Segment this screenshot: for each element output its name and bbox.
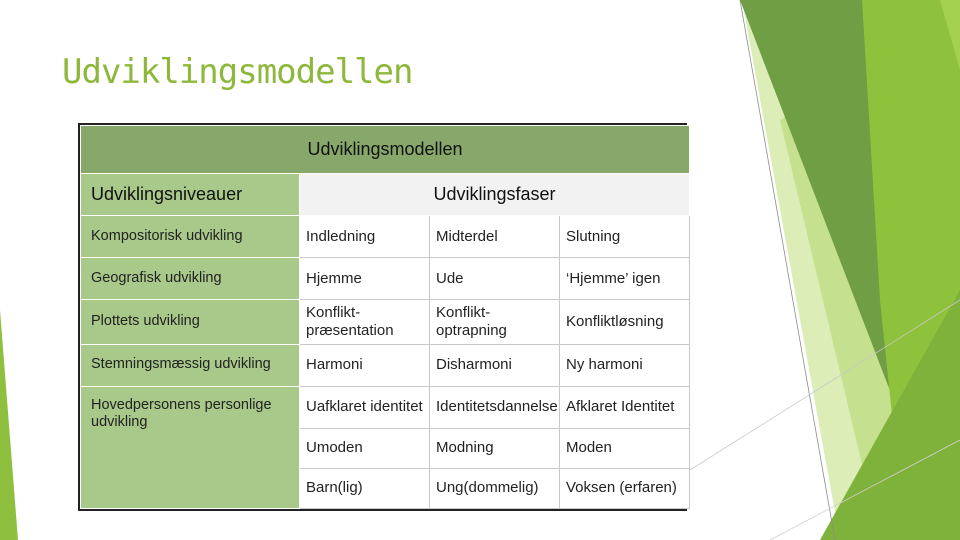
phase-cell: Barn(lig) xyxy=(300,468,430,508)
table-title: Udviklingsmodellen xyxy=(81,126,690,174)
level-cell: Hovedpersonens personlige udvikling xyxy=(81,386,300,508)
phase-cell: Konflikt-optrapning xyxy=(430,300,560,344)
phase-cell: Moden xyxy=(560,428,690,468)
table-row xyxy=(81,300,690,344)
phase-cell: Ny harmoni xyxy=(560,344,690,386)
deco-left-sliver xyxy=(0,310,18,540)
table-row xyxy=(81,344,690,386)
phase-cell: Ung(dommelig) xyxy=(430,468,560,508)
phase-cell: Indledning xyxy=(300,216,430,258)
phase-cell: Modning xyxy=(430,428,560,468)
phase-cell: Konfliktløsning xyxy=(560,300,690,344)
level-cell: Kompositorisk udvikling xyxy=(81,216,300,258)
phases-header: Udviklingsfaser xyxy=(300,174,690,216)
levels-header: Udviklingsniveauer xyxy=(81,174,300,216)
table-row xyxy=(81,258,690,300)
table-row xyxy=(81,216,690,258)
phase-cell: ‘Hjemme’ igen xyxy=(560,258,690,300)
phase-cell: Hjemme xyxy=(300,258,430,300)
level-cell: Stemningsmæssig udvikling xyxy=(81,344,300,386)
phase-cell: Afklaret Identitet xyxy=(560,386,690,428)
phase-cell: Harmoni xyxy=(300,344,430,386)
phase-cell: Identitetsdannelse xyxy=(430,386,560,428)
phase-cell: Uafklaret identitet xyxy=(300,386,430,428)
phase-cell: Umoden xyxy=(300,428,430,468)
development-model-table xyxy=(78,123,687,511)
phase-cell: Ude xyxy=(430,258,560,300)
level-cell: Geografisk udvikling xyxy=(81,258,300,300)
level-cell: Plottets udvikling xyxy=(81,300,300,344)
phase-cell: Slutning xyxy=(560,216,690,258)
table-row xyxy=(81,386,690,428)
phase-cell: Disharmoni xyxy=(430,344,560,386)
phase-cell: Midterdel xyxy=(430,216,560,258)
phase-cell: Voksen (erfaren) xyxy=(560,468,690,508)
phase-cell: Konflikt-præsentation xyxy=(300,300,430,344)
slide-title: Udviklingsmodellen xyxy=(62,52,413,92)
